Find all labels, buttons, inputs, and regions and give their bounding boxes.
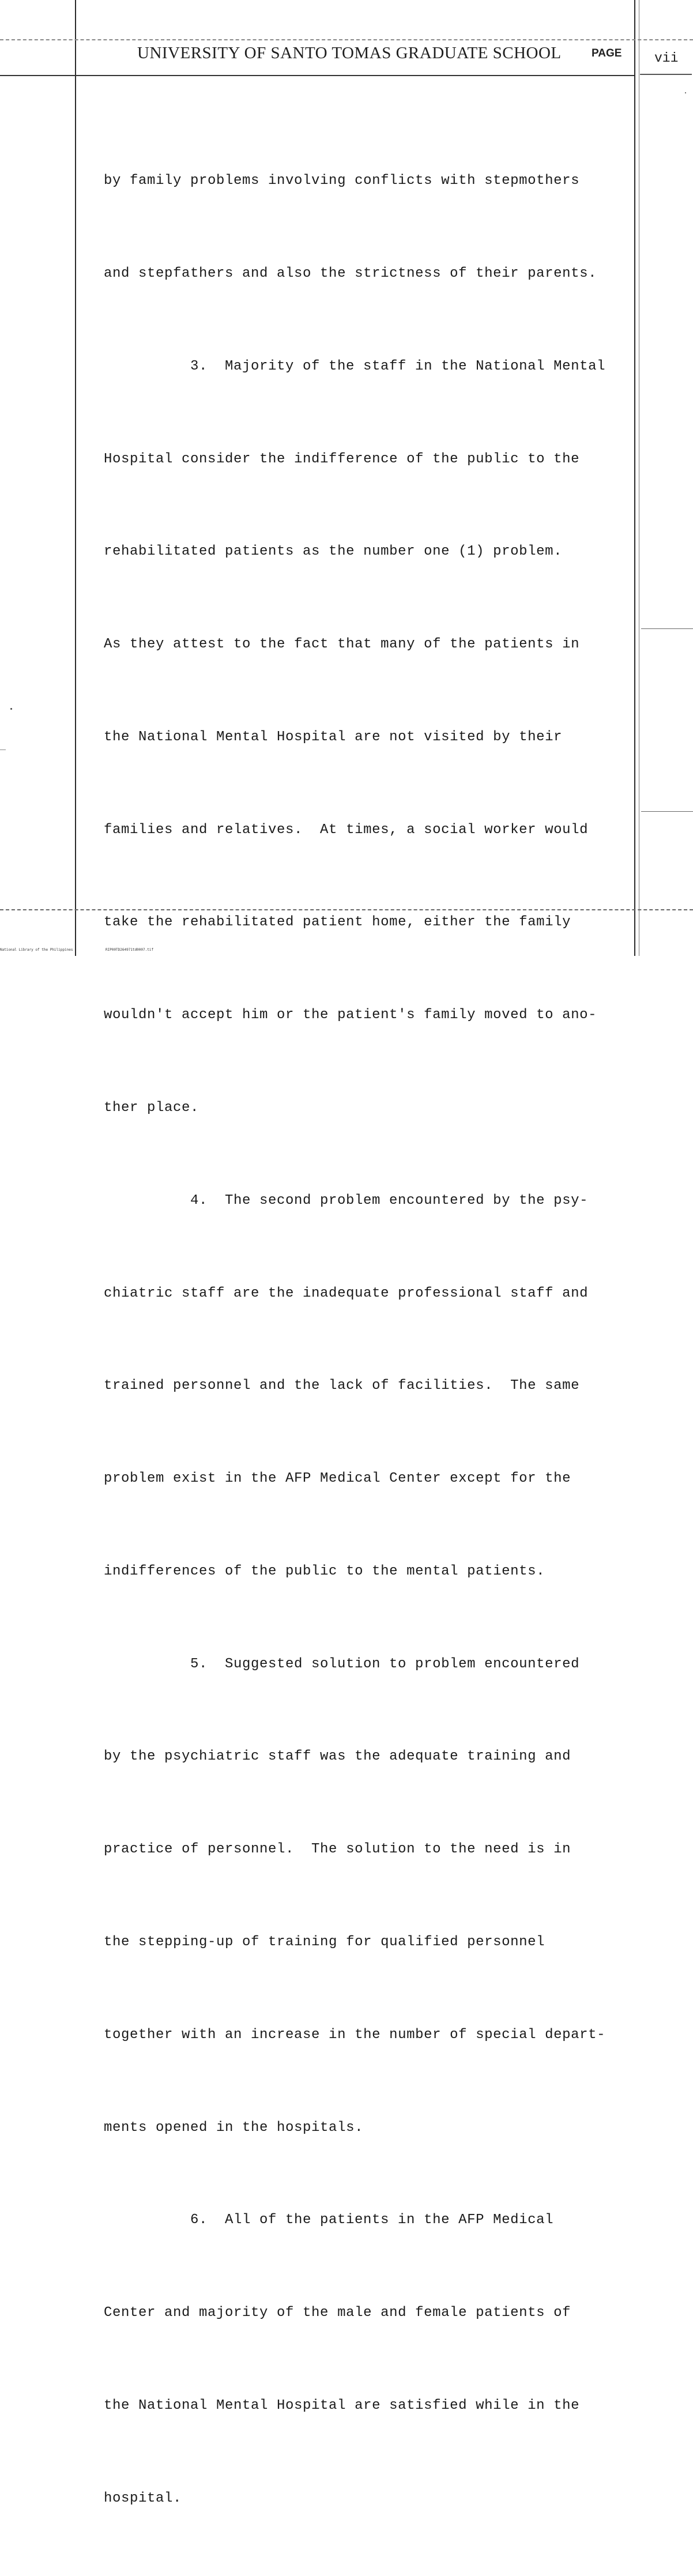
text-line: by family problems involving conflicts with stepmothers [104,173,580,189]
text-line: take the rehabilitated patient home, either the family [104,914,571,931]
text-line: problem exist in the AFP Medical Center except for the [104,1471,571,1487]
text-line: the National Mental Hospital are not visited by their [104,729,563,745]
text-line: and stepfathers and also the strictness of their parents. [104,265,597,281]
text-line: ther place. [104,1100,199,1116]
institution-header: UNIVERSITY OF SANTO TOMAS GRADUATE SCHOOL [137,44,562,62]
text-line: As they attest to the fact that many of the patients in [104,637,580,653]
text-line: by the psychiatric staff was the adequate training and [104,1749,571,1765]
header-rule [0,75,634,76]
numbered-item-3-start: 3. Majority of the staff in the National Mental [190,358,606,374]
text-line: the stepping-up of training for qualified personnel [104,1934,545,1950]
margin-mark-2 [641,811,693,812]
text-line: the National Mental Hospital are satisfied while in the [104,2397,580,2413]
text-line: Hospital consider the indifference of the public to the [104,451,580,467]
text-line: Center and majority of the male and female patients of [104,2305,571,2321]
text-line: rehabilitated patients as the number one (1) problem. [104,544,563,560]
scan-file-id: RIP00TD264971td0007.tif [106,948,154,952]
right-margin-rule [634,0,635,956]
page-number: vii [654,51,679,66]
margin-mark-1 [641,628,693,629]
text-line: chiatric staff are the inadequate professional staff and [104,1285,589,1301]
library-credit: National Library of the Philippines [0,948,73,952]
text-line: hospital. [104,2490,182,2506]
text-line: wouldn't accept him or the patient's family moved to ano- [104,1007,597,1023]
scan-speck [10,708,12,710]
page-label: PAGE [592,47,622,59]
numbered-item-6-start: 6. All of the patients in the AFP Medical [190,2212,554,2228]
header-rule-right [640,74,692,75]
body-text [104,104,634,2576]
text-line: trained personnel and the lack of facilities. The same [104,1378,580,1394]
left-margin-rule [75,0,76,956]
scan-speck [685,92,686,93]
text-line: together with an increase in the number of special depart- [104,2027,606,2043]
numbered-item-4-start: 4. The second problem encountered by the psy- [190,1192,589,1208]
top-dashed-rule [0,39,693,40]
text-line: indifferences of the public to the mental patients. [104,1563,545,1579]
text-line: families and relatives. At times, a social worker would [104,822,589,838]
text-line: ments opened in the hospitals. [104,2119,364,2136]
numbered-item-5-start: 5. Suggested solution to problem encountered [190,1656,580,1672]
text-line: practice of personnel. The solution to the need is in [104,1841,571,1858]
